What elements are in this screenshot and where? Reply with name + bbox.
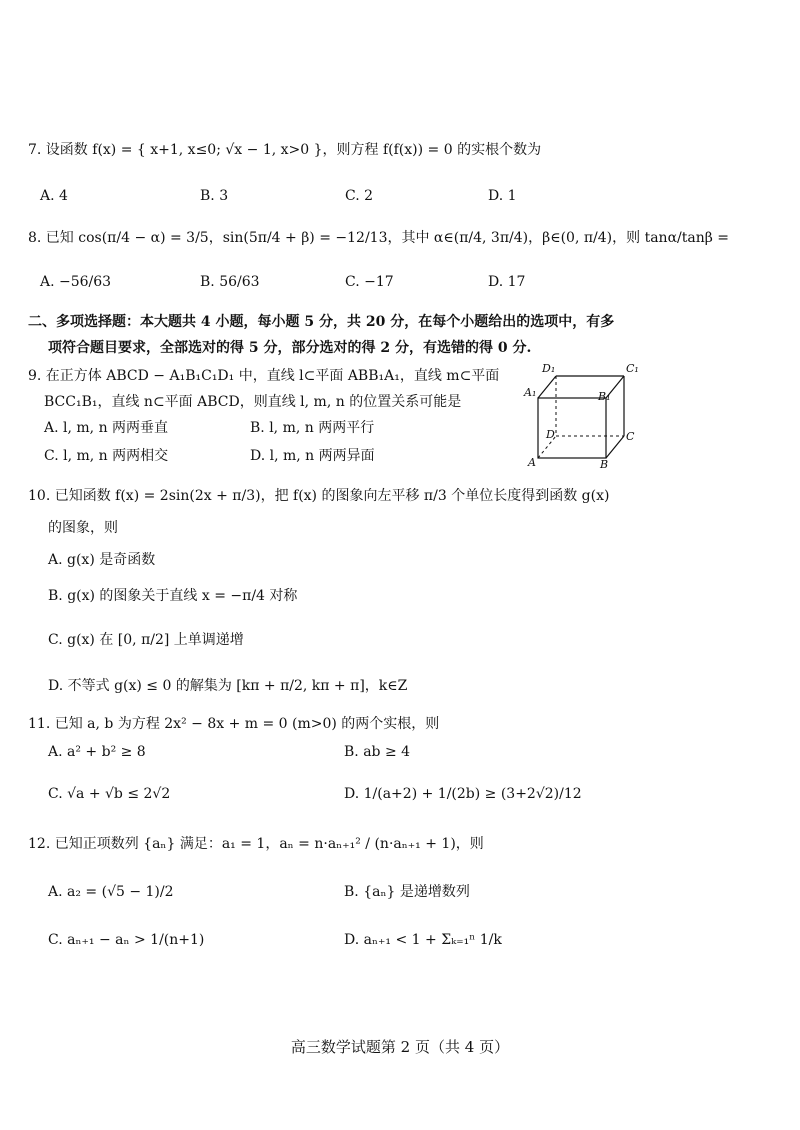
- question-12-option-b: B. {aₙ} 是递增数列: [344, 884, 470, 900]
- question-8-option-c: C. −17: [345, 274, 394, 290]
- question-10-option-d: D. 不等式 g(x) ≤ 0 的解集为 [kπ + π/2, kπ + π]，k∈Z: [48, 678, 408, 694]
- question-8-option-b: B. 56/63: [200, 274, 260, 290]
- cube-figure: [520, 358, 640, 470]
- cube-edge: [606, 436, 624, 458]
- cube-edge: [538, 376, 556, 398]
- question-8-option-a: A. −56/63: [40, 274, 112, 290]
- question-12-option-d: D. aₙ₊₁ < 1 + Σₖ₌₁ⁿ 1/k: [344, 932, 502, 948]
- question-12-option-a: A. a₂ = (√5 − 1)/2: [48, 884, 174, 900]
- question-10-stem-line-1: 10. 已知函数 f(x) = 2sin(2x + π/3)，把 f(x) 的图象向左平移 π/3 个单位长度得到函数 g(x): [28, 488, 610, 504]
- question-7-option-a: A. 4: [40, 188, 68, 204]
- question-12-option-c: C. aₙ₊₁ − aₙ > 1/(n+1): [48, 932, 205, 948]
- vertex-label-c1: C₁: [626, 362, 639, 375]
- question-9-stem-line-2: BCC₁B₁，直线 n⊂平面 ABCD，则直线 l, m, n 的位置关系可能是: [44, 394, 462, 410]
- question-10-option-c: C. g(x) 在 [0, π/2] 上单调递增: [48, 632, 244, 648]
- vertex-label-b: B: [600, 458, 609, 470]
- section-2-header-line-2: 项符合题目要求，全部选对的得 5 分，部分选对的得 2 分，有选错的得 0 分.: [48, 340, 532, 356]
- page-footer: 高三数学试题第 2 页（共 4 页）: [290, 1038, 510, 1056]
- question-11-option-b: B. ab ≥ 4: [344, 744, 411, 760]
- question-7-option-d: D. 1: [488, 188, 517, 204]
- vertex-label-d: D: [546, 428, 555, 441]
- question-11-option-d: D. 1/(a+2) + 1/(2b) ≥ (3+2√2)/12: [344, 786, 582, 802]
- vertex-label-a1: A₁: [524, 386, 537, 399]
- question-8-option-d: D. 17: [488, 274, 526, 290]
- question-8-stem: 8. 已知 cos(π/4 − α) = 3/5，sin(5π/4 + β) = −12/13，其中 α∈(π/4, 3π/4)，β∈(0, π/4)，则 tanα/tanβ =: [28, 230, 730, 246]
- question-10-option-b: B. g(x) 的图象关于直线 x = −π/4 对称: [48, 588, 298, 604]
- section-2-header-line-1: 二、多项选择题：本大题共 4 小题，每小题 5 分，共 20 分，在每个小题给出的选项中，有多: [28, 314, 615, 330]
- question-11-stem: 11. 已知 a, b 为方程 2x² − 8x + m = 0 (m>0) 的两个实根，则: [28, 716, 440, 732]
- question-7-option-b: B. 3: [200, 188, 229, 204]
- question-11-option-a: A. a² + b² ≥ 8: [48, 744, 146, 760]
- question-9-option-a: A. l, m, n 两两垂直: [44, 420, 169, 436]
- question-7-option-c: C. 2: [345, 188, 374, 204]
- question-11-option-c: C. √a + √b ≤ 2√2: [48, 786, 171, 802]
- vertex-label-c: C: [626, 430, 635, 443]
- question-10-stem-line-2: 的图象，则: [48, 520, 118, 536]
- question-9-stem-line-1: 9. 在正方体 ABCD − A₁B₁C₁D₁ 中，直线 l⊂平面 ABB₁A₁，直线 m⊂平面: [28, 368, 500, 384]
- question-9-option-c: C. l, m, n 两两相交: [44, 448, 169, 464]
- question-9-option-d: D. l, m, n 两两异面: [250, 448, 375, 464]
- question-12-stem: 12. 已知正项数列 {aₙ} 满足：a₁ = 1，aₙ = n·aₙ₊₁² / (n·aₙ₊₁ + 1)，则: [28, 836, 484, 852]
- question-7-stem: 7. 设函数 f(x) = { x+1, x≤0; √x − 1, x>0 }，则方程 f(f(x)) = 0 的实根个数为: [28, 142, 542, 158]
- question-9-option-b: B. l, m, n 两两平行: [250, 420, 375, 436]
- vertex-label-d1: D₁: [542, 362, 556, 375]
- vertex-label-b1: B₁: [598, 390, 611, 403]
- question-10-option-a: A. g(x) 是奇函数: [48, 552, 156, 568]
- vertex-label-a: A: [528, 456, 536, 469]
